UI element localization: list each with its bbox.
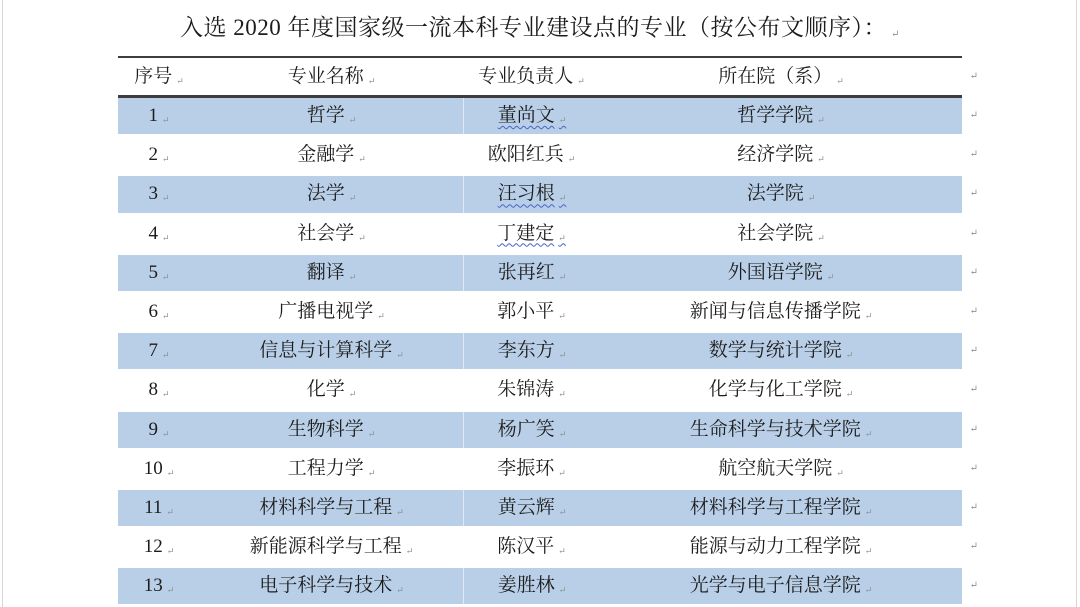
cell-major-text: 信息与计算科学 ↵: [259, 333, 404, 369]
end-of-row-mark: ↵: [969, 501, 978, 513]
cell-major-text: 生物科学 ↵: [288, 412, 376, 448]
cell-major-text: 法学 ↵: [307, 176, 357, 212]
cell-major: [200, 451, 463, 487]
table-row: [118, 451, 978, 490]
cell-college-text: 外国语学院 ↵: [728, 255, 835, 291]
cell-no: [118, 529, 200, 565]
table-row: [118, 568, 978, 607]
cell-college: [600, 176, 962, 212]
end-of-row-mark: ↵: [969, 188, 978, 200]
cell-college: [600, 372, 962, 408]
cell-leader-text: 汪习根 ↵: [498, 176, 567, 212]
cell-college-text: 材料科学与工程学院 ↵: [690, 490, 873, 526]
cell-college: [600, 255, 962, 291]
cell-leader: [463, 294, 600, 330]
cell-college-text: 新闻与信息传播学院 ↵: [690, 294, 873, 330]
cell-college-text: 哲学学院 ↵: [737, 98, 825, 134]
header-cell-college: 所在院（系） ↵: [600, 58, 962, 95]
cell-leader-text: 杨广笑 ↵: [498, 412, 567, 448]
cell-no-text: 13 ↵: [144, 568, 175, 604]
cell-no: [118, 412, 200, 448]
end-of-row-mark: ↵: [969, 384, 978, 396]
end-of-row-mark: ↵: [969, 149, 978, 161]
cell-major: [200, 490, 463, 526]
cell-leader: [463, 137, 600, 173]
end-of-row-mark: ↵: [969, 423, 978, 435]
cell-no: [118, 451, 200, 487]
cell-no-text: 6 ↵: [148, 294, 169, 330]
cell-college-text: 法学院 ↵: [747, 176, 816, 212]
table-body: [118, 98, 978, 607]
table-row: [118, 216, 978, 255]
cell-college: [600, 216, 962, 252]
cell-college-text: 能源与动力工程学院 ↵: [690, 529, 873, 565]
end-of-row-mark: ↵: [969, 345, 978, 357]
cell-no-text: 12 ↵: [144, 529, 175, 565]
cell-leader: [463, 490, 600, 526]
cell-leader: [463, 255, 600, 291]
table-row: [118, 137, 978, 176]
cell-no: [118, 137, 200, 173]
table-row: [118, 294, 978, 333]
end-of-row-mark: ↵: [969, 266, 978, 278]
cell-leader: [463, 372, 600, 408]
cell-major-text: 哲学 ↵: [307, 98, 357, 134]
cell-no: [118, 294, 200, 330]
cell-no-text: 3 ↵: [148, 176, 169, 212]
cell-no: [118, 490, 200, 526]
cell-leader-text: 丁建定 ↵: [497, 216, 566, 252]
cell-major-text: 化学 ↵: [307, 372, 357, 408]
header-cell-no: 序号 ↵: [118, 58, 200, 95]
end-of-row-mark: ↵: [969, 110, 978, 121]
cell-no: [118, 568, 200, 604]
cell-college: [600, 137, 962, 173]
cell-major-text: 新能源科学与工程 ↵: [250, 529, 414, 565]
cell-leader: [463, 176, 600, 212]
cell-no: [118, 176, 200, 212]
cell-college-text: 光学与电子信息学院 ↵: [690, 568, 873, 604]
end-of-row-mark: ↵: [969, 580, 978, 592]
header-cell-major: 专业名称 ↵: [200, 58, 463, 95]
cell-major-text: 电子科学与技术 ↵: [259, 568, 404, 604]
cell-no-text: 5 ↵: [148, 255, 169, 291]
cell-major-text: 翻译 ↵: [307, 255, 357, 291]
cell-leader: [463, 412, 600, 448]
cell-major: [200, 568, 463, 604]
cell-college: [600, 490, 962, 526]
cell-leader-text: 朱锦涛 ↵: [497, 372, 566, 408]
cell-leader: [463, 216, 600, 252]
cell-major: [200, 255, 463, 291]
cell-major-text: 工程力学 ↵: [288, 451, 376, 487]
cell-leader-text: 欧阳红兵 ↵: [488, 137, 576, 173]
cell-leader-text: 黄云辉 ↵: [498, 490, 567, 526]
cell-college: [600, 529, 962, 565]
table-row: [118, 529, 978, 568]
table-row: [118, 490, 978, 529]
document-title: [0, 8, 1080, 55]
cell-college: [600, 412, 962, 448]
cell-major-text: 社会学 ↵: [297, 216, 366, 252]
cell-college-text: 化学与化工学院 ↵: [709, 372, 854, 408]
table-row: [118, 176, 978, 215]
majors-table: [118, 56, 978, 607]
cell-leader-text: 张再红 ↵: [498, 255, 567, 291]
cell-major: [200, 216, 463, 252]
cell-leader-text: 陈汉平 ↵: [497, 529, 566, 565]
cell-no: [118, 216, 200, 252]
cell-leader: [463, 333, 600, 369]
cell-major: [200, 372, 463, 408]
cell-major: [200, 98, 463, 134]
cell-college-text: 社会学院 ↵: [737, 216, 825, 252]
cell-no: [118, 98, 200, 134]
cell-no: [118, 372, 200, 408]
cell-major-text: 广播电视学 ↵: [278, 294, 385, 330]
table-row: [118, 333, 978, 372]
cell-college-text: 数学与统计学院 ↵: [709, 333, 854, 369]
cell-college: [600, 294, 962, 330]
end-of-row-mark: ↵: [969, 305, 978, 317]
cell-major-text: 金融学 ↵: [297, 137, 366, 173]
cell-no-text: 8 ↵: [148, 372, 169, 408]
cell-major-text: 材料科学与工程 ↵: [259, 490, 404, 526]
end-of-row-mark: ↵: [969, 462, 978, 474]
table-header-row: [118, 58, 978, 98]
cell-no-text: 1 ↵: [148, 98, 169, 134]
cell-leader: [463, 98, 600, 134]
header-cell-leader: 专业负责人 ↵: [463, 58, 600, 95]
end-of-row-mark: ↵: [969, 541, 978, 553]
cell-no-text: 11 ↵: [144, 490, 174, 526]
cell-college-text: 经济学院 ↵: [737, 137, 825, 173]
cell-major: [200, 176, 463, 212]
cell-college-text: 生命科学与技术学院 ↵: [690, 412, 873, 448]
cell-college: [600, 451, 962, 487]
cell-major: [200, 412, 463, 448]
cell-leader: [463, 451, 600, 487]
cell-no: [118, 255, 200, 291]
document-title-text: 入选 2020 年度国家级一流本科专业建设点的专业（按公布文顺序）： ↵: [180, 15, 900, 40]
cell-major: [200, 333, 463, 369]
cell-leader-text: 李振环 ↵: [497, 451, 566, 487]
cell-leader: [463, 568, 600, 604]
table-row: [118, 412, 978, 451]
cell-major: [200, 294, 463, 330]
table-row: [118, 255, 978, 294]
cell-no: [118, 333, 200, 369]
cell-college: [600, 568, 962, 604]
end-of-row-mark: ↵: [969, 71, 978, 82]
cell-college: [600, 333, 962, 369]
page-edge-right: [1076, 0, 1077, 607]
table-row: [118, 98, 978, 137]
cell-no-text: 4 ↵: [148, 216, 169, 252]
cell-leader-text: 李东方 ↵: [498, 333, 567, 369]
end-of-row-mark: ↵: [969, 227, 978, 239]
cell-leader-text: 姜胜林 ↵: [498, 568, 567, 604]
cell-no-text: 7 ↵: [148, 333, 169, 369]
cell-major: [200, 137, 463, 173]
cell-college: [600, 98, 962, 134]
cell-leader: [463, 529, 600, 565]
cell-college-text: 航空航天学院 ↵: [718, 451, 844, 487]
table-row: [118, 372, 978, 411]
cell-no-text: 10 ↵: [144, 451, 175, 487]
cell-leader-text: 董尚文 ↵: [498, 98, 567, 134]
cell-no-text: 9 ↵: [148, 412, 169, 448]
cell-leader-text: 郭小平 ↵: [497, 294, 566, 330]
page-edge-left: [2, 0, 3, 607]
cell-no-text: 2 ↵: [148, 137, 169, 173]
cell-major: [200, 529, 463, 565]
